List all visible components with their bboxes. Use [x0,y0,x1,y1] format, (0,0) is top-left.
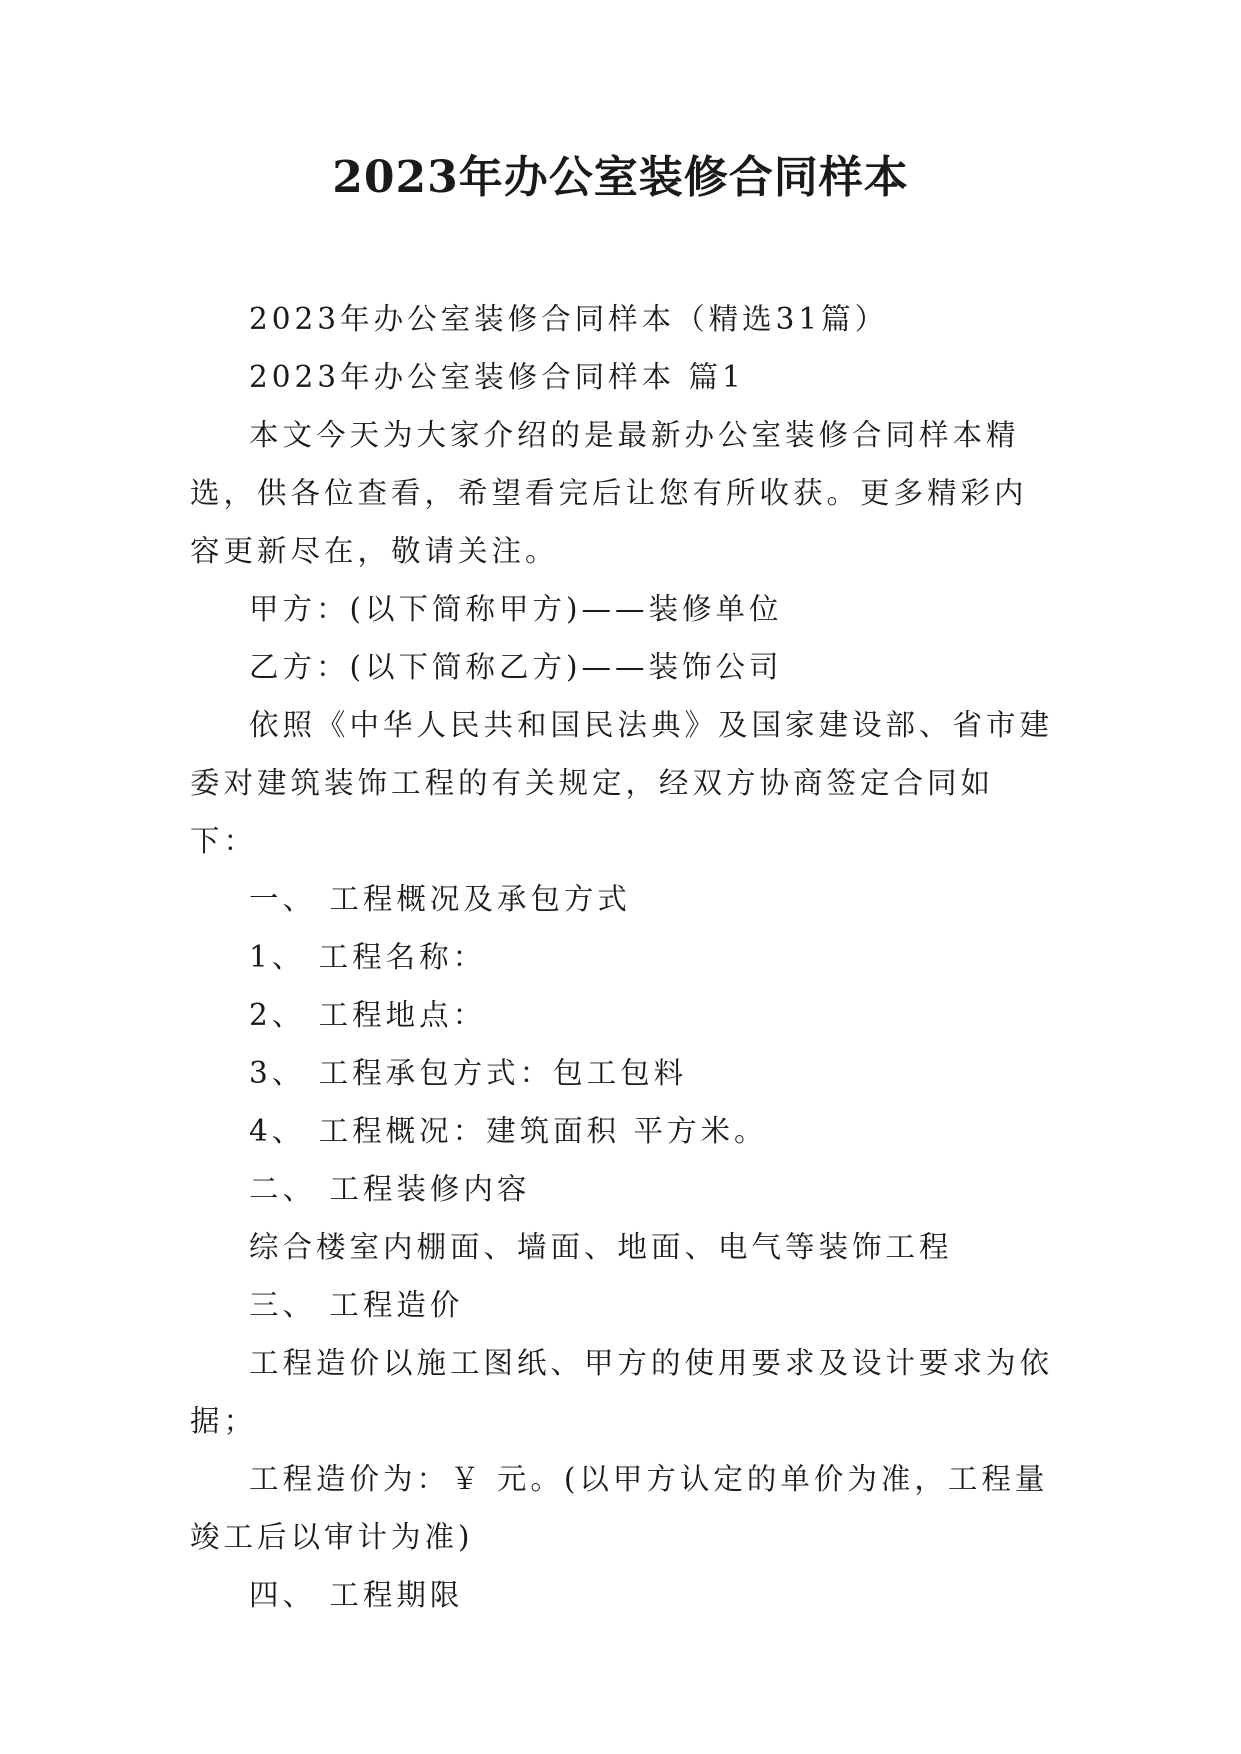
heading-decoration-content: 二、 工程装修内容 [249,1172,531,1206]
heading-project-period: 四、 工程期限 [249,1578,464,1612]
paragraph-decoration-content: 综合楼室内棚面、墙面、地面、电气等装饰工程 [249,1230,953,1264]
item-project-location: 2、 工程地点： [249,998,487,1032]
item-contract-method: 3、 工程承包方式：包工包料 [249,1056,688,1090]
document-title: 2023年办公室装修合同样本 [332,152,909,203]
paragraph-subtitle: 2023年办公室装修合同样本（精选31篇） [249,302,889,336]
paragraph-party-b: 乙方：(以下简称乙方)——装饰公司 [249,650,783,684]
paragraph-cost-amount: 工程造价为：￥ 元。(以甲方认定的单价为准，工程量竣工后以审计为准) [190,1462,1049,1554]
paragraph-cost-basis: 工程造价以施工图纸、甲方的使用要求及设计要求为依据； [190,1346,1054,1438]
document-body [190,290,1058,1624]
paragraph-section-heading: 2023年办公室装修合同样本 篇1 [249,360,745,394]
heading-project-overview: 一、 工程概况及承包方式 [249,882,631,916]
paragraph-party-a: 甲方：(以下简称甲方)——装修单位 [249,592,783,626]
item-project-summary: 4、 工程概况：建筑面积 平方米。 [249,1114,768,1148]
paragraph-intro: 本文今天为大家介绍的是最新办公室装修合同样本精选，供各位查看，希望看完后让您有所收获。更多精彩内容更新尽在，敬请关注。 [190,418,1028,568]
paragraph-legal-basis: 依照《中华人民共和国民法典》及国家建设部、省市建委对建筑装饰工程的有关规定，经双方协商签定合同如下： [190,708,1054,858]
heading-project-cost: 三、 工程造价 [249,1288,464,1322]
item-project-name: 1、 工程名称： [249,940,487,974]
